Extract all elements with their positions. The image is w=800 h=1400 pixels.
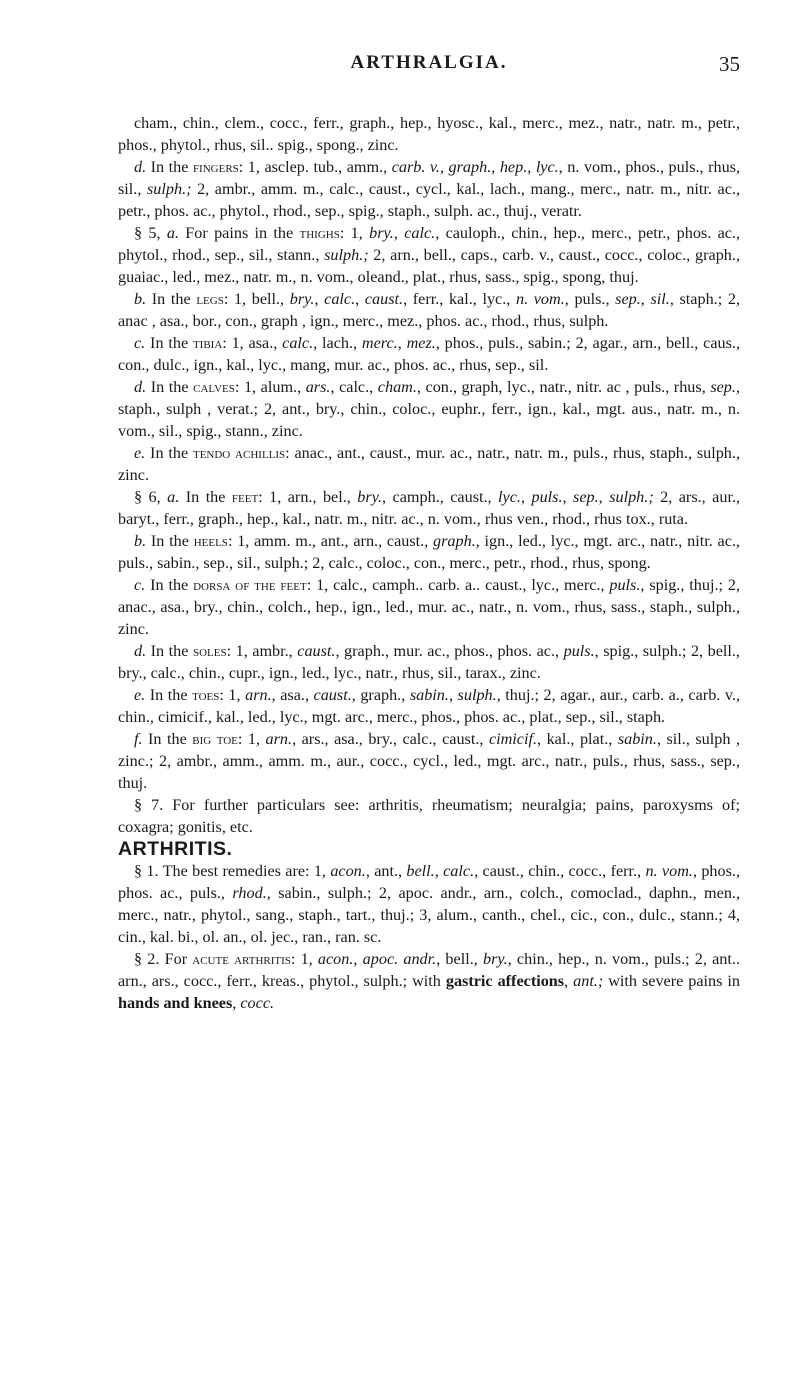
text-run: d. xyxy=(134,642,147,660)
text-run: In the xyxy=(146,290,197,308)
paragraph xyxy=(118,332,740,376)
text-run: mez. xyxy=(406,334,436,352)
text-run: lyc. xyxy=(498,488,521,506)
text-run: , thuj.; 2, agar., aur., carb. a., carb. v., chin., cimicif., kal., led., lyc., mgt. arc., merc., phos., phos. ac., plat., sep., sil., staph. xyxy=(118,686,740,726)
page-number: 35 xyxy=(719,52,740,76)
text-run: : 1, asclep. tub., amm., xyxy=(238,158,392,176)
text-run: : 1, xyxy=(290,950,318,968)
text-run: bry. xyxy=(369,224,394,242)
text-run: cham. xyxy=(377,378,417,396)
text-run: : 1, bell., xyxy=(223,290,290,308)
text-run: cimicif. xyxy=(488,730,538,748)
text-run: , n. vom., phos., puls., rhus, sil., xyxy=(118,158,741,198)
text-run: In the xyxy=(146,642,193,660)
text-run: merc. xyxy=(361,334,398,352)
text-run: acon. xyxy=(317,950,354,968)
text-run: sil. xyxy=(650,290,670,308)
text-run: sabin. xyxy=(409,686,449,704)
text-run: : 1, ambr., xyxy=(226,642,298,660)
text-run: soles xyxy=(192,642,227,660)
text-run: tendo achillis xyxy=(192,444,286,462)
text-run: , ign., led., lyc., mgt. arc., natr., nitr. ac., puls., sabin., sep., sil., sulph.; 2, calc., coloc., con., merc., petr., rhod., rhus, spong. xyxy=(118,532,740,572)
text-run: sulph.; xyxy=(146,180,192,198)
text-run: ant.; xyxy=(573,972,604,990)
text-run: In the xyxy=(146,378,194,396)
text-run: feet xyxy=(231,488,259,506)
text-run: , xyxy=(491,158,500,176)
text-run: calc. xyxy=(404,224,436,242)
text-run: hands and knees xyxy=(118,994,233,1012)
paragraph xyxy=(118,112,740,156)
paragraph xyxy=(118,728,740,794)
text-run: caust. xyxy=(297,642,336,660)
text-run: , bell., xyxy=(436,950,483,968)
text-run: lyc. xyxy=(535,158,559,176)
text-run: sulph. xyxy=(457,686,497,704)
text-run: , staph., sulph , verat.; 2, ant., bry., chin., coloc., euphr., ferr., ign., kal., mgt. aus., natr. m., n. vom., sil., spig., stann., zinc. xyxy=(118,378,740,440)
text-run: b. xyxy=(134,290,147,308)
text-run: , xyxy=(448,686,458,704)
paragraph xyxy=(118,860,740,948)
text-run: , xyxy=(393,224,405,242)
running-head: ARTHRALGIA. xyxy=(350,52,508,73)
section-title xyxy=(118,838,740,860)
text-run: puls. xyxy=(609,576,641,594)
text-run: c. xyxy=(134,334,146,352)
paragraph xyxy=(118,574,740,640)
text-run: calves xyxy=(193,378,235,396)
text-run: bry. xyxy=(357,488,383,506)
text-run: rhod. xyxy=(232,884,267,902)
text-run: , ars., asa., bry., calc., caust., xyxy=(292,730,489,748)
text-run: sulph.; xyxy=(609,488,654,506)
paragraph xyxy=(118,288,740,332)
text-run: f. xyxy=(134,730,143,748)
text-run: , xyxy=(562,488,574,506)
text-run: : 1, calc., camph.. carb. a.. caust., lyc., merc., xyxy=(306,576,610,594)
body-text xyxy=(118,112,740,1014)
text-run: a. xyxy=(167,488,180,506)
text-run: , sil., sulph , zinc.; 2, ambr., amm., amm. m., aur., cocc., cycl., led., mgt. arc., natr., puls., rhus, sass., sep., thuj. xyxy=(118,730,740,792)
text-run: , xyxy=(439,158,449,176)
text-run: , staph.; 2, anac , asa., bor., con., graph , ign., merc., mez., phos. ac., rhod., rhus, sulph. xyxy=(118,290,741,330)
text-run: , graph., mur. ac., phos., phos. ac., xyxy=(335,642,564,660)
paragraph xyxy=(118,156,740,222)
text-run: , xyxy=(520,488,532,506)
text-run: legs xyxy=(196,290,224,308)
text-run: sabin. xyxy=(617,730,657,748)
text-run: : 1, xyxy=(339,224,370,242)
text-run: , phos., phos. ac., puls., xyxy=(118,862,741,902)
text-run: ARTHRITIS. xyxy=(118,838,233,860)
text-run: In the xyxy=(145,444,193,462)
text-run: d. xyxy=(134,378,147,396)
text-run: toes xyxy=(192,686,220,704)
text-run: heels xyxy=(193,532,228,550)
text-run: sep. xyxy=(615,290,641,308)
text-run: , sabin., sulph.; 2, apoc. andr., arn., colch., comoclad., daphn., men., merc., natr., phytol., sang., staph., tart., thuj.; 3, alum., canth., chel., cic., con., dulc., stann.; 4, cin., kal. bi., ol. an., ol. jec., ran., ran. sc. xyxy=(118,884,741,946)
text-run: hep. xyxy=(499,158,528,176)
text-run: , spig., thuj.; 2, anac., asa., bry., chin., colch., hep., ign., led., mur. ac., natr., n. vom., rhus, sass., staph., sulph., zinc. xyxy=(118,576,740,638)
text-run: c. xyxy=(134,576,146,594)
text-run: , xyxy=(353,950,363,968)
text-run: , xyxy=(640,290,651,308)
text-run: , calc., xyxy=(330,378,378,396)
text-run: 2, ambr., amm. m., calc., caust., cycl., kal., lach., mang., merc., natr. m., nitr. ac., petr., phos. ac., phytol., rhod., sep., spig., staph., sulph. ac., thuj., veratr. xyxy=(118,180,741,220)
text-run: § 6, xyxy=(134,488,168,506)
paragraph xyxy=(118,640,740,684)
text-run: In the xyxy=(146,532,194,550)
text-run: caust. xyxy=(313,686,352,704)
text-run: 2, arn., bell., caps., carb. v., caust., cocc., coloc., graph., guaiac., led., mez., natr. m., n. vom., oleand., plat., rhus, sass., spig., spong, thuj. xyxy=(118,246,740,286)
text-run: e. xyxy=(134,686,146,704)
text-run: cham., chin., clem., cocc., ferr., graph., hep., hyosc., kal., merc., mez., natr., natr. m., petr., phos., phytol., rhus, sil.. spig., spong., zinc. xyxy=(118,114,740,154)
text-run: § 1. The best remedies are: 1, xyxy=(134,862,331,880)
paragraph xyxy=(118,222,740,288)
text-run: , camph., caust., xyxy=(382,488,499,506)
text-run: bry. xyxy=(289,290,315,308)
text-run: d. xyxy=(134,158,147,176)
text-run: : 1, xyxy=(219,686,246,704)
text-run: : 1, xyxy=(237,730,266,748)
text-run: acon. xyxy=(330,862,366,880)
text-run: , phos., puls., sabin.; 2, agar., arn., bell., caus., con., dulc., ign., kal., lyc., mang, mur. ac., phos. ac., rhus, sep., sil. xyxy=(118,334,741,374)
paragraph xyxy=(118,794,740,838)
text-run: , kal., plat., xyxy=(537,730,618,748)
text-run: dorsa of the feet xyxy=(193,576,307,594)
text-run: In the xyxy=(142,730,193,748)
text-run: sep. xyxy=(710,378,736,396)
text-run: ars. xyxy=(305,378,331,396)
text-run: § 5, xyxy=(134,224,167,242)
page-header xyxy=(118,52,740,82)
text-run: In the xyxy=(145,334,193,352)
text-run: , xyxy=(314,290,325,308)
text-run: 2, ars., aur., baryt., ferr., graph., hep., kal., natr. m., nitr. ac., n. vom., rhus ven., rhod., rhus tox., ruta. xyxy=(118,488,741,528)
text-run: , xyxy=(527,158,536,176)
text-run: sep. xyxy=(573,488,599,506)
text-run: , lach., xyxy=(313,334,362,352)
text-run: , puls., xyxy=(564,290,616,308)
text-run: caust. xyxy=(364,290,404,308)
text-run: n. vom. xyxy=(645,862,693,880)
text-run: calc. xyxy=(443,862,475,880)
text-run: , xyxy=(434,862,444,880)
text-run: For pains in the xyxy=(178,224,300,242)
text-run: gastric affections xyxy=(445,972,565,990)
text-run: puls. xyxy=(531,488,563,506)
text-run: : 1, asa., xyxy=(222,334,283,352)
text-run: § 2. For xyxy=(134,950,193,968)
text-run: , xyxy=(564,972,574,990)
text-run: n. vom. xyxy=(515,290,565,308)
text-run: with severe pains in xyxy=(603,972,740,990)
text-run: a. xyxy=(166,224,179,242)
text-run: : 1, amm. m., ant., arn., caust., xyxy=(227,532,434,550)
text-run: graph. xyxy=(448,158,492,176)
text-run: bell. xyxy=(406,862,435,880)
text-run: carb. v. xyxy=(391,158,440,176)
text-run: In the xyxy=(179,488,232,506)
text-run: , asa., xyxy=(271,686,314,704)
text-run: , cauloph., chin., hep., merc., petr., phos. ac., phytol., rhod., sep., sil., stann., xyxy=(118,224,741,264)
text-run: sulph.; xyxy=(324,246,369,264)
text-run: tibia xyxy=(192,334,223,352)
text-run: fingers xyxy=(192,158,239,176)
text-run: , caust., chin., cocc., ferr., xyxy=(474,862,646,880)
text-run: : anac., ant., caust., mur. ac., natr., natr. m., puls., rhus, staph., sulph., zinc. xyxy=(118,444,740,484)
text-run: § 7. For further particulars see: arthritis, rheumatism; neuralgia; pains, paroxysms of; coxagra; gonitis, etc. xyxy=(118,796,740,836)
text-run: calc. xyxy=(324,290,356,308)
text-run: : 1, alum., xyxy=(234,378,306,396)
text-run: , spig., sulph.; 2, bell., bry., calc., chin., cupr., ign., led., lyc., natr., rhus, sil., tarax., zinc. xyxy=(118,642,740,682)
text-run: , xyxy=(397,334,407,352)
text-run: , xyxy=(232,994,241,1012)
text-run: graph. xyxy=(433,532,476,550)
text-run: b. xyxy=(134,532,147,550)
text-run: big toe xyxy=(192,730,238,748)
text-run: thighs xyxy=(299,224,340,242)
text-run: , graph., xyxy=(351,686,410,704)
paragraph xyxy=(118,486,740,530)
text-run: In the xyxy=(146,158,193,176)
text-run: arn. xyxy=(245,686,272,704)
text-run: calc. xyxy=(282,334,314,352)
text-run: bry. xyxy=(482,950,508,968)
text-run: arn. xyxy=(265,730,293,748)
text-run: , xyxy=(598,488,610,506)
text-run: , chin., hep., n. vom., puls.; 2, ant.. arn., ars., cocc., ferr., kreas., phytol., sulph.; with xyxy=(118,950,740,990)
text-run: e. xyxy=(134,444,146,462)
text-run: puls. xyxy=(563,642,595,660)
text-run: In the xyxy=(145,576,194,594)
text-run: : 1, arn., bel., xyxy=(258,488,358,506)
text-run: In the xyxy=(145,686,193,704)
paragraph xyxy=(118,948,740,1014)
text-run: , ant., xyxy=(365,862,407,880)
text-run: , xyxy=(355,290,365,308)
paragraph xyxy=(118,376,740,442)
text-run: acute arthritis xyxy=(192,950,291,968)
paragraph xyxy=(118,530,740,574)
paragraph xyxy=(118,684,740,728)
text-run: , ferr., kal., lyc., xyxy=(403,290,516,308)
text-run: cocc. xyxy=(240,994,275,1012)
text-run: apoc. andr. xyxy=(362,950,437,968)
paragraph xyxy=(118,442,740,486)
text-run: , con., graph, lyc., natr., nitr. ac , puls., rhus, xyxy=(416,378,711,396)
